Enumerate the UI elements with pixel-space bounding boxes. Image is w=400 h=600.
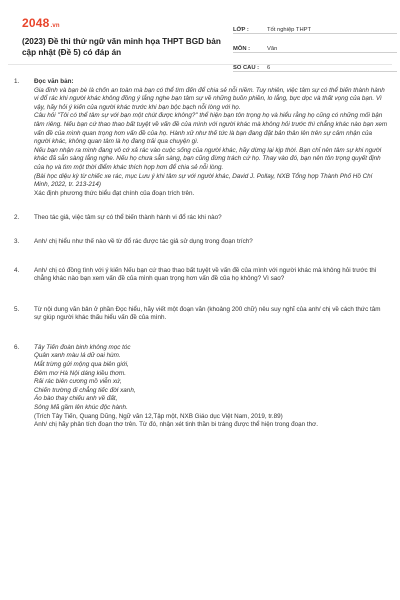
header-divider (8, 64, 392, 65)
meta-row-count: SỐ CÂU : 6 (233, 57, 397, 72)
reading-passage (34, 87, 388, 190)
question-6-task: Anh/ chị hãy phân tích đoạn thơ trên. Từ đó, nhận xét tinh thần bi tráng được thể hiện trong đoạn thơ. (34, 421, 318, 429)
question-1: 1. Đọc văn bản: Gia đình và bạn bè là chốn an toàn mà bạn có thể tìm đến để chia sẻ nỗi niềm. Tuy nhiên, việc tâm sự có thể biến thành hành vi đổ rác khi người khác không đồng ý lắng nghe bạn tâm sự về những buồn phiền, lo lắng, bực dọc và thất vọng của bạn. Vì vậy, hãy hỏi ý kiến của người khác trước khi bạn bộc bạch nỗi lòng với họ. Câu hỏi "Tôi có thể tâm sự với bạn một chút được không?" thể hiện bạn tôn trọng họ và hiểu rằng họ cũng có những mối bận tâm riêng. Nếu bạn cứ thao thao bất tuyệt về vấn đề của mình với người khác mà không hỏi trước thì chẳng khác nào bạn xem vấn đề của mình quan trọng hơn vấn đề của họ. Hành xử như thế tức là bạn đang đặt bản thân lên trên sự cảm nhận của người khác, không quan tâm là họ đang trải qua chuyện gì. Nếu bạn nhận ra mình đang vô cớ xả rác vào cuộc sống của người khác, hãy dừng lại kịp thời. Bạn chỉ nên tâm sự khi người khác đã sẵn sàng lắng nghe. Nếu họ chưa sẵn sàng, bạn cũng đừng trách cứ họ. Thay vào đó, bạn nên tôn trọng quyết định của họ và tìm một thời điểm khác thích hợp hơn để chia sẻ nỗi lòng. (Bài học diệu kỳ từ chiếc xe rác, mục Lưu ý khi tâm sự với người khác, David J. Pollay, NXB Tổng hợp Thành Phố Hồ Chí Minh, 2022, tr. 213-214) Xác định phương thức biểu đạt chính của đoạn trích trên. (14, 78, 388, 197)
poem-source: (Trích Tây Tiến, Quang Dũng, Ngữ văn 12,Tập một, NXB Giáo dục Việt Nam, 2019, tr.89) (34, 412, 283, 420)
poem-excerpt (34, 344, 388, 413)
exam-meta (233, 19, 397, 76)
question-2: 2. Theo tác giả, việc tâm sự có thể biến thành hành vi đổ rác khi nào? (14, 214, 222, 222)
passage-source: (Bài học diệu kỳ từ chiếc xe rác, mục Lưu ý khi tâm sự với người khác, David J. Pollay, NXB Tổng hợp Thành Phố Hồ Chí Minh, 2022, tr. 213-214) (34, 172, 373, 189)
poem-line: Quân xanh màu lá dữ oai hùm. (34, 352, 121, 360)
passage-paragraph: Nếu bạn nhận ra mình đang vô cớ xả rác vào cuộc sống của người khác, hãy dừng lại kịp thời. Bạn chỉ nên tâm sự khi người khác đã sẵn sàng lắng nghe. Nếu họ chưa sẵn sàng, bạn cũng đừng trách cứ họ. Thay vào đó, bạn nên tôn trọng quyết định của họ và tìm một thời điểm khác thích hợp hơn để chia sẻ nỗi lòng. (34, 146, 382, 171)
question-5: 5. Từ nội dung văn bản ở phần Đọc hiểu, hãy viết một đoạn văn (khoảng 200 chữ) nêu suy nghĩ của anh/ chị về cách thức tâm sự giúp người khác thấu hiểu vấn đề của mình. (14, 305, 381, 322)
poem-line: Rải rác biên cương mồ viễn xứ, (34, 378, 122, 386)
poem-line: Mắt trừng gửi mộng qua biên giới, (34, 361, 129, 369)
meta-row-class: LỚP : Tốt nghiệp THPT (233, 19, 397, 34)
question-4: 4. Anh/ chị có đồng tình với ý kiến Nếu bạn cứ thao thao bất tuyệt về vấn đề của mình với người khác mà không hỏi trước thì chẳng khác nào bạn xem vấn đề của mình quan trọng hơn vấn đề của họ không? Vì sao? (14, 266, 377, 283)
question-1-title: Đọc văn bản: (34, 78, 74, 85)
question-list (12, 78, 388, 430)
poem-line: Chiến trường đi chẳng tiếc đời xanh, (34, 386, 136, 394)
question-1-task: Xác định phương thức biểu đạt chính của đoạn trích trên. (34, 189, 195, 197)
site-logo[interactable]: 2048.vn (22, 16, 60, 30)
question-3: 3. Anh/ chị hiểu như thế nào về từ đổ rác được tác giả sử dụng trong đoạn trích? (14, 237, 253, 245)
document-header (10, 8, 390, 70)
meta-row-subject: MÔN : Văn (233, 38, 397, 53)
poem-line: Sông Mã gầm lên khúc độc hành. (34, 404, 128, 412)
document-title: (2023) Đề thi thử ngữ văn minh họa THPT BGD bản cập nhật (Đề 5) có đáp án (22, 37, 221, 57)
passage-paragraph: Câu hỏi "Tôi có thể tâm sự với bạn một chút được không?" thể hiện bạn tôn trọng họ và hiểu rằng họ cũng có những mối bận tâm riêng. Nếu bạn cứ thao thao bất tuyệt về vấn đề của mình với người khác mà không hỏi trước thì chẳng khác nào bạn xem vấn đề của mình quan trọng hơn vấn đề của họ. Hành xử như thế tức là bạn đang đặt bản thân lên trên sự cảm nhận của người khác, không quan tâm là họ đang trải qua chuyện gì. (34, 112, 388, 146)
poem-line: Tây Tiến đoàn binh không mọc tóc (34, 343, 131, 351)
question-6: 6. Tây Tiến đoàn binh không mọc tóc Quân xanh màu lá dữ oai hùm. Mắt trừng gửi mộng qua biên giới, Đêm mơ Hà Nội dáng kiều thơm. Rải rác biên cương mồ viễn xứ, Chiến trường đi chẳng tiếc đời xanh, Áo bào thay chiếu anh về đất, Sông Mã gầm lên khúc độc hành. (Trích Tây Tiến, Quang Dũng, Ngữ văn 12,Tập một, NXB Giáo dục Việt Nam, 2019, tr.89) Anh/ chị hãy phân tích đoạn thơ trên. Từ đó, nhận xét tinh thần bi tráng được thể hiện trong đoạn thơ. (12, 344, 388, 430)
passage-paragraph: Gia đình và bạn bè là chốn an toàn mà bạn có thể tìm đến để chia sẻ nỗi niềm. Tuy nhiên, việc tâm sự có thể biến thành hành vi đổ rác khi người khác không đồng ý lắng nghe bạn tâm sự về những buồn phiền, lo lắng, bực dọc và thất vọng của bạn. Vì vậy, hãy hỏi ý kiến của người khác trước khi bạn bộc bạch nỗi lòng với họ. (34, 86, 385, 111)
poem-line: Áo bào thay chiếu anh về đất, (34, 395, 118, 403)
poem-line: Đêm mơ Hà Nội dáng kiều thơm. (34, 369, 126, 377)
